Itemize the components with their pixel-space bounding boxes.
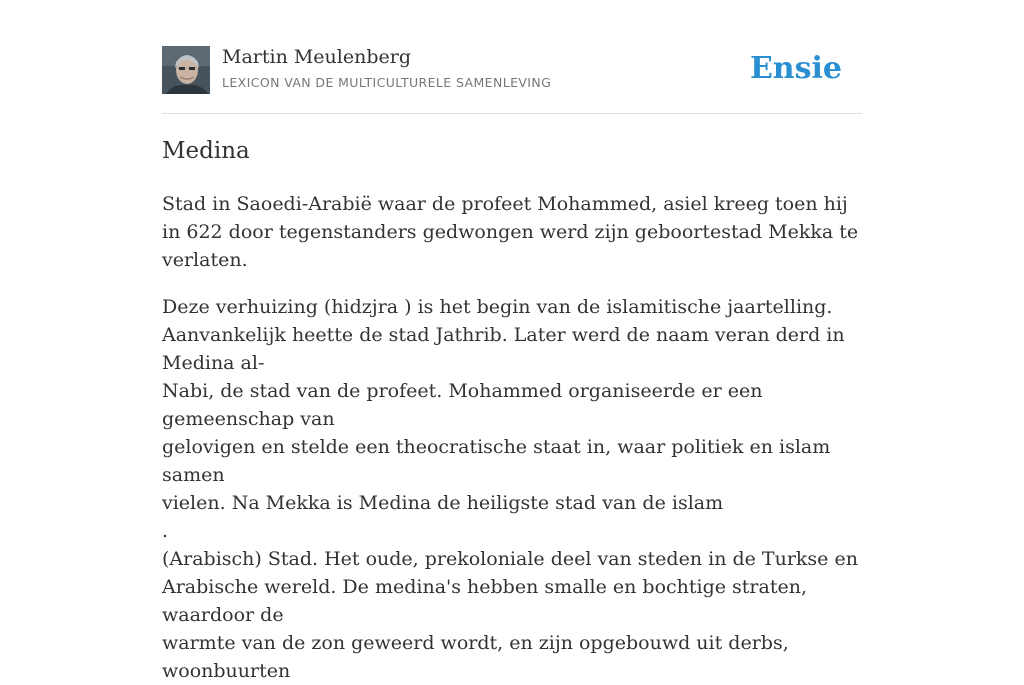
brand-logo-link[interactable]: Ensie — [749, 51, 842, 86]
article-paragraph-1: Stad in Saoedi-Arabië waar de profeet Mohammed, asiel kreeg toen hij in 622 door tegenstanders gedwongen werd zijn geboortestad Mekka te verlaten. — [162, 193, 859, 271]
header-divider — [162, 113, 862, 114]
article-header — [162, 46, 862, 96]
article-paragraph-2 — [162, 293, 862, 685]
author-photo — [162, 46, 210, 94]
article-body — [162, 190, 862, 685]
paragraph-line: Nabi, de stad van de profeet. Mohammed organiseerde er een gemeenschap van — [162, 380, 763, 430]
publication-name[interactable]: LEXICON VAN DE MULTICULTURELE SAMENLEVING — [222, 75, 552, 90]
author-name[interactable]: Martin Meulenberg — [222, 46, 411, 68]
paragraph-line: vielen. Na Mekka is Medina de heiligste stad van de islam — [162, 492, 724, 514]
author-avatar[interactable] — [162, 46, 210, 94]
paragraph-line: (Arabisch) Stad. Het oude, prekoloniale deel van steden in de Turkse en — [162, 548, 858, 570]
article-title: Medina — [162, 138, 250, 164]
paragraph-line: Aanvankelijk heette de stad Jathrib. Later werd de naam veran derd in Medina al- — [162, 324, 845, 374]
paragraph-line: Deze verhuizing (hidzjra ) is het begin van de islamitische jaartelling. — [162, 296, 833, 318]
paragraph-line: gelovigen en stelde een theocratische staat in, waar politiek en islam samen — [162, 436, 831, 486]
paragraph-line: . — [162, 520, 169, 542]
paragraph-line: warmte van de zon geweerd wordt, en zijn opgebouwd uit derbs, woonbuurten — [162, 632, 789, 682]
paragraph-line: Arabische wereld. De medina's hebben smalle en bochtige straten, waardoor de — [162, 576, 807, 626]
